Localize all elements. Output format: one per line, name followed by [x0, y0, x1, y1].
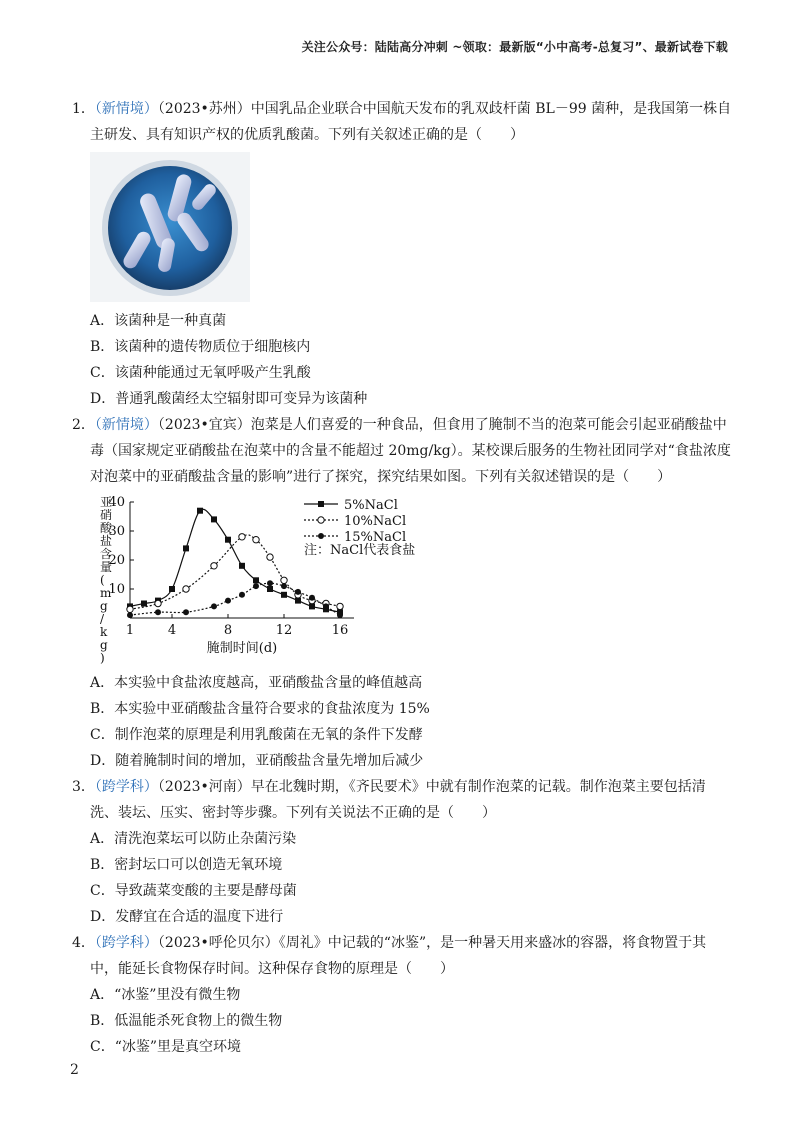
series-point-2: [281, 577, 287, 583]
question-text: （2023•呼伦贝尔）《周礼》中记载的“冰鉴”，是一种暑天用来盛冰的容器，将食物置于其中，能延长食物保存时间。这种保存食物的原理是（ ）: [90, 935, 707, 977]
series-line-1: [130, 509, 340, 612]
bacteria-image: [90, 152, 250, 302]
option-a: A．该菌种是一种真菌: [90, 313, 227, 329]
x-tick-label: 8: [223, 623, 233, 638]
question-number: 2．: [72, 417, 95, 433]
y-tick-label: 20: [108, 553, 125, 568]
question-text: （2023•宜宾）泡菜是人们喜爱的一种食品，但食用了腌制不当的泡菜可能会引起亚硝酸盐中毒（国家规定亚硝酸盐在泡菜中的含量不能超过 20mg/kg）。某校课后服务的生物社团同学对“食盐浓度对泡菜中的亚硝酸盐含量的影响”进行了探究，探究结果如图。下列有关叙述错误的是（ ）: [90, 417, 731, 485]
question-2-stem: [72, 412, 732, 490]
option-a: A．清洗泡菜坛可以防止杂菌污染: [90, 831, 297, 847]
option-a: A．本实验中食盐浓度越高，亚硝酸盐含量的峰值越高: [90, 675, 423, 691]
legend-marker: [318, 517, 324, 523]
option-d: D．普通乳酸菌经太空辐射即可变异为该菌种: [90, 391, 368, 407]
question-2: [72, 412, 732, 774]
option-d: D．发酵宜在合适的温度下进行: [90, 909, 284, 925]
question-4: [72, 930, 732, 1060]
bifidobacterium-illustration: [90, 152, 250, 302]
series-point-1: [225, 537, 231, 543]
option-b: B．本实验中亚硝酸盐含量符合要求的食盐浓度为 15%: [90, 701, 430, 717]
nitrite-line-chart: [90, 494, 430, 664]
series-point-2: [127, 606, 133, 612]
series-point-3: [309, 595, 315, 601]
question-text: （2023•河南）早在北魏时期，《齐民要术》中就有制作泡菜的记载。制作泡菜主要包括清洗、装坛、压实、密封等步骤。下列有关说法不正确的是（ ）: [90, 779, 706, 821]
series-point-1: [211, 516, 217, 522]
series-point-3: [225, 598, 231, 604]
question-number: 1．: [72, 101, 95, 117]
option-d: D．随着腌制时间的增加，亚硝酸盐含量先增加后减少: [90, 753, 424, 769]
question-tag: （新情境）: [94, 101, 158, 117]
y-tick-label: 30: [108, 524, 125, 539]
question-tag: （跨学科）: [94, 935, 158, 951]
series-point-2: [337, 603, 343, 609]
series-point-3: [323, 603, 329, 609]
option-c: C．“冰鉴”里是真空环境: [90, 1039, 242, 1055]
option-b: B．低温能杀死食物上的微生物: [90, 1013, 283, 1029]
y-axis-label: 亚硝酸盐含量( m g / k g ): [100, 495, 113, 664]
question-number: 3．: [72, 779, 95, 795]
series-point-3: [127, 612, 133, 618]
x-tick-label: 12: [275, 623, 293, 638]
legend-marker: [318, 501, 324, 507]
question-text: （2023•苏州）中国乳品企业联合中国航天发布的乳双歧杆菌 BL－99 菌种，是我国第一株自主研发、具有知识产权的优质乳酸菌。下列有关叙述正确的是（ ）: [90, 101, 732, 143]
series-point-2: [183, 586, 189, 592]
question-3: [72, 774, 732, 930]
option-c: C．该菌种能通过无氧呼吸产生乳酸: [90, 365, 311, 381]
series-point-3: [239, 592, 245, 598]
legend-marker: [318, 533, 324, 539]
series-point-1: [239, 563, 245, 569]
legend-label: 10%NaCl: [344, 514, 407, 529]
series-point-3: [211, 603, 217, 609]
question-1: [72, 96, 732, 412]
legend-label: 15%NaCl: [344, 530, 407, 545]
question-number: 4．: [72, 935, 95, 951]
series-point-1: [169, 586, 175, 592]
series-point-3: [295, 589, 301, 595]
x-tick-label: 4: [167, 623, 177, 638]
series-point-1: [253, 577, 259, 583]
series-point-3: [267, 580, 273, 586]
option-c: C．导致蔬菜变酸的主要是酵母菌: [90, 883, 297, 899]
series-point-2: [155, 600, 161, 606]
series-point-3: [253, 583, 259, 589]
x-axis-label: 腌制时间(d): [206, 641, 278, 656]
series-point-1: [309, 603, 315, 609]
x-tick-label: 16: [331, 623, 349, 638]
question-tag: （新情境）: [94, 417, 158, 433]
series-point-1: [267, 586, 273, 592]
series-point-2: [267, 554, 273, 560]
question-3-stem: [72, 774, 732, 826]
series-point-2: [253, 537, 259, 543]
question-tag: （跨学科）: [94, 779, 158, 795]
page-number: 2: [70, 1062, 79, 1078]
series-point-1: [141, 601, 147, 607]
series-point-2: [211, 563, 217, 569]
legend-label: 5%NaCl: [344, 498, 398, 513]
series-point-1: [281, 592, 287, 598]
y-tick-label: 40: [108, 495, 125, 510]
page-header: 关注公众号：陆陆高分冲刺 ~领取：最新版“小中高考-总复习”、最新试卷下载: [301, 40, 728, 54]
option-c: C．制作泡菜的原理是利用乳酸菌在无氧的条件下发酵: [90, 727, 423, 743]
option-b: B．该菌种的遗传物质位于细胞核内: [90, 339, 311, 355]
series-point-1: [183, 545, 189, 551]
series-point-1: [197, 508, 203, 514]
nitrite-chart: [90, 494, 430, 664]
question-4-stem: [72, 930, 732, 982]
series-point-3: [155, 609, 161, 615]
y-tick-label: 10: [108, 582, 125, 597]
option-a: A．“冰鉴”里没有微生物: [90, 987, 241, 1003]
series-point-3: [281, 583, 287, 589]
option-b: B．密封坛口可以创造无氧环境: [90, 857, 283, 873]
series-point-3: [337, 612, 343, 618]
question-list: [72, 96, 732, 1060]
question-1-stem: [72, 96, 732, 148]
chart-note: 注：NaCl代表食盐: [304, 543, 416, 558]
series-point-2: [239, 534, 245, 540]
x-tick-label: 1: [125, 623, 135, 638]
series-point-3: [183, 609, 189, 615]
